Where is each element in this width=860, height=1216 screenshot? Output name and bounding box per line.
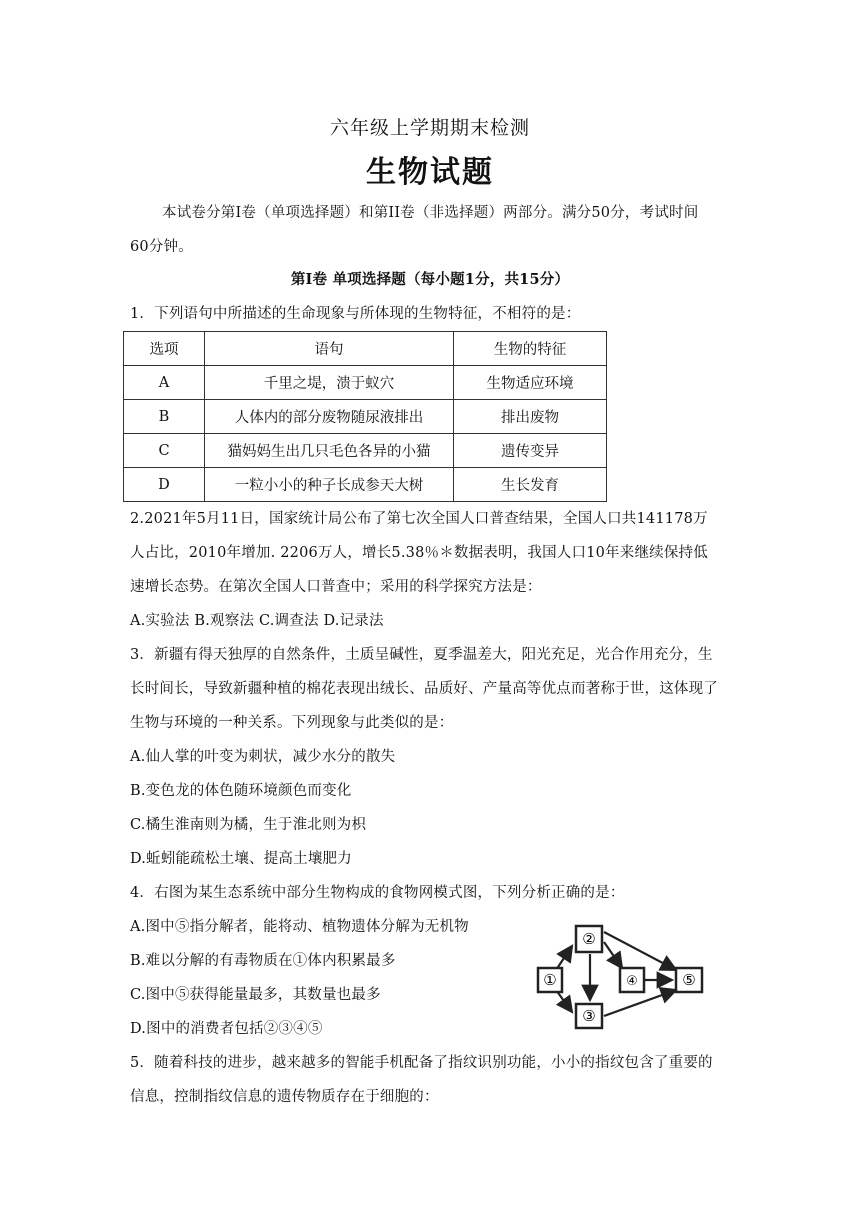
food-web-arrows xyxy=(556,932,676,1016)
table-cell: 一粒小小的种子长成参天大树 xyxy=(205,468,454,502)
table-cell: D xyxy=(124,468,205,502)
table-header-cell: 生物的特征 xyxy=(454,332,607,366)
node-label: ④ xyxy=(626,974,638,989)
q3-option-c: C.橘生淮南则为橘，生于淮北则为枳 xyxy=(130,817,367,833)
q5-line-2: 信息，控制指纹信息的遗传物质存在于细胞的： xyxy=(130,1089,439,1105)
q4-option-c: C.图中⑤获得能量最多，其数量也最多 xyxy=(130,987,381,1003)
node-label: ③ xyxy=(582,1007,596,1025)
table-cell: 人体内的部分废物随尿液排出 xyxy=(205,400,454,434)
node-label: ① xyxy=(543,971,557,989)
q1-table xyxy=(123,331,607,502)
q4-option-b: B.难以分解的有毒物质在①体内积累最多 xyxy=(130,953,396,969)
q3-option-a: A.仙人掌的叶变为刺状，减少水分的散失 xyxy=(130,749,396,765)
food-web-node-4 xyxy=(620,968,644,992)
node-label: ② xyxy=(582,930,596,948)
q2-line-1: 2.2021年5月11日，国家统计局公布了第七次全国人口普查结果，全国人口共141178万 xyxy=(130,511,708,527)
exam-title: 生物试题 xyxy=(366,155,494,190)
q1-stem: 1．下列语句中所描述的生命现象与所体现的生物特征，不相符的是： xyxy=(130,306,581,322)
q4-option-a: A.图中⑤指分解者，能将动、植物遗体分解为无机物 xyxy=(130,919,469,935)
table-cell: 千里之堤，溃于蚁穴 xyxy=(205,366,454,400)
food-web-node-5 xyxy=(676,968,702,992)
table-row xyxy=(124,366,607,400)
table-row xyxy=(124,434,607,468)
table-cell: 生长发育 xyxy=(454,468,607,502)
table-header-row xyxy=(124,332,607,366)
q3-line-3: 生物与环境的一种关系。下列现象与此类似的是： xyxy=(130,715,454,731)
table-row xyxy=(124,468,607,502)
q3-line-2: 长时间长，导致新疆种植的棉花表现出绒长、品质好、产量高等优点而著称于世，这体现了 xyxy=(130,681,718,697)
q5-line-1: 5．随着科技的进步，越来越多的智能手机配备了指纹识别功能，小小的指纹包含了重要的 xyxy=(130,1055,713,1071)
q4-stem: 4．右图为某生态系统中部分生物构成的食物网模式图，下列分析正确的是： xyxy=(130,885,625,901)
table-header-cell: 语句 xyxy=(205,332,454,366)
table-cell: 遗传变异 xyxy=(454,434,607,468)
table-cell: B xyxy=(124,400,205,434)
q3-option-d: D.蚯蚓能疏松土壤、提高土壤肥力 xyxy=(130,851,352,867)
intro-line-2: 60分钟。 xyxy=(130,239,193,255)
table-cell: C xyxy=(124,434,205,468)
exam-subtitle: 六年级上学期期末检测 xyxy=(329,117,530,139)
section-heading: 第Ⅰ卷 单项选择题（每小题1分，共15分） xyxy=(290,271,570,288)
intro-line-1: 本试卷分第Ⅰ卷（单项选择题）和第II卷（非选择题）两部分。满分50分，考试时间 xyxy=(162,205,699,221)
food-web-node-1 xyxy=(538,968,562,992)
food-web-node-3 xyxy=(576,1004,602,1028)
food-web-diagram xyxy=(530,918,710,1030)
node-label: ⑤ xyxy=(682,971,696,989)
q2-line-2: 人占比，2010年增加. 2206万人，增长5.38％＊数据表明，我国人口10年来继续保持低 xyxy=(130,545,708,561)
table-row xyxy=(124,400,607,434)
q3-option-b: B.变色龙的体色随环境颜色而变化 xyxy=(130,783,352,799)
q4-option-d: D.图中的消费者包括②③④⑤ xyxy=(130,1021,323,1037)
table-cell: 猫妈妈生出几只毛色各异的小猫 xyxy=(205,434,454,468)
food-web-node-2 xyxy=(576,926,602,952)
q2-line-3: 速增长态势。在第次全国人口普查中；采用的科学探究方法是： xyxy=(130,579,542,595)
table-cell: 排出废物 xyxy=(454,400,607,434)
table-cell: 生物适应环境 xyxy=(454,366,607,400)
table-cell: A xyxy=(124,366,205,400)
q2-options: A.实验法 B.观察法 C.调查法 D.记录法 xyxy=(130,613,384,629)
q3-line-1: 3．新疆有得天独厚的自然条件，土质呈碱性，夏季温差大，阳光充足，光合作用充分，生 xyxy=(130,647,713,663)
table-header-cell: 选项 xyxy=(124,332,205,366)
